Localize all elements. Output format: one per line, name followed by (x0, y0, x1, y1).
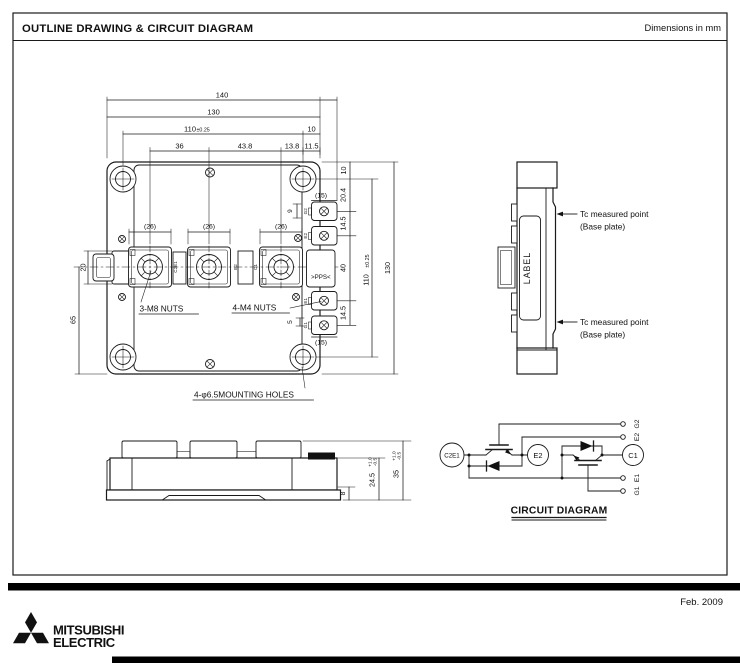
circuit-diagram-heading: CIRCUIT DIAGRAM (510, 505, 608, 517)
dim-body-width: 130 (207, 107, 220, 117)
pin-e1 (621, 476, 626, 481)
dim-body-height: 130 (383, 262, 392, 274)
dim-hole-pitch-v-tol: ±0.25 (364, 254, 371, 268)
brand-name-top: MITSUBISHI (53, 622, 125, 638)
dim-terminal-width-3: (26) (274, 223, 288, 231)
pin-g1 (621, 489, 626, 494)
dim-mid-tol-plus: +1.0 (368, 457, 374, 467)
pin-e2 (621, 435, 626, 440)
dim-ctrl-width-top: (15) (314, 192, 328, 200)
dim-hole-pitch-v: 110 (361, 274, 371, 286)
circuit-pin-g2: G2 (634, 419, 641, 429)
dim-right-d3: 40 (338, 264, 348, 272)
tc-note-top-line1: Tc measured point (580, 209, 649, 219)
brand-name-bottom: ELECTRIC (53, 635, 115, 650)
dim-lower-height: 65 (68, 316, 78, 324)
circuit-terminal-c1: C1 (628, 451, 638, 460)
tc-note-bottom-line1: Tc measured point (580, 317, 649, 327)
front-view-drawing (107, 441, 412, 500)
label-m8-nuts: 3-M8 NUTS (139, 303, 184, 314)
dim-total-height: 35 (391, 470, 401, 478)
label-mounting-holes: 4-φ6.5MOUNTING HOLES (194, 389, 294, 400)
footer-bar (8, 583, 740, 591)
dim-ctrl-top: 9 (287, 209, 294, 213)
terminal-label-c2e1: C2E1 (173, 261, 178, 273)
dim-right-d1: 20.4 (338, 188, 348, 202)
dim-mid-tol-minus: -0.5 (373, 457, 379, 467)
label-sticker-text: LABEL (522, 251, 532, 285)
tc-note-top-line2: (Base plate) (580, 221, 626, 232)
dim-total-tol-plus: +1.0 (392, 451, 398, 461)
dim-hole-pitch-h: 110 (184, 124, 196, 134)
dim-mid-height: 24.5 (367, 473, 377, 487)
terminal-label-g2: G2 (303, 208, 308, 215)
pps-marking: >PPS< (310, 274, 331, 281)
dim-edge-to-hole: 10 (307, 124, 316, 134)
dim-right-d4: 14.5 (338, 306, 348, 320)
dim-seg1: 36 (175, 141, 184, 151)
tc-note-bottom-line2: (Base plate) (580, 329, 626, 340)
dim-terminal-width-2: (26) (202, 223, 216, 231)
dim-total-tol-minus: -0.5 (397, 451, 403, 461)
units-note: Dimensions in mm (644, 23, 721, 33)
diode1-icon (581, 441, 593, 451)
dim-base-height: 8 (340, 491, 347, 496)
dim-seg4: 11.5 (304, 141, 319, 151)
page-title: OUTLINE DRAWING & CIRCUIT DIAGRAM (22, 23, 254, 35)
circuit-terminal-e2: E2 (533, 451, 543, 460)
footer-date: Feb. 2009 (680, 597, 723, 608)
baseplate-profile (107, 490, 341, 500)
circuit-pin-e2: E2 (634, 432, 641, 442)
dim-seg2: 43.8 (237, 141, 253, 151)
pin-g2 (621, 422, 626, 427)
arrow-icon (557, 320, 564, 325)
diode2-icon (488, 461, 500, 471)
circuit-pin-e1: E1 (634, 473, 641, 483)
dim-hole-pitch-h-tol: ±0.25 (196, 127, 210, 134)
circuit-diagram (440, 419, 644, 520)
right-terminal-shade (308, 453, 335, 460)
circuit-terminal-c2e1: C2E1 (444, 452, 460, 460)
logo-diamond-left (13, 633, 31, 643)
label-m4-nuts: 4-M4 NUTS (232, 302, 277, 313)
dim-overall-width: 140 (215, 90, 229, 100)
arrow-icon (557, 212, 564, 217)
baseplate-edge (553, 188, 556, 348)
terminal-label-g1: G1 (303, 322, 308, 329)
dim-tab-height: 20 (78, 263, 88, 272)
dim-ctrl-width-bottom: (15) (314, 339, 328, 347)
logo-diamond-right (31, 633, 49, 643)
terminal-label-e2: E2 (233, 264, 238, 270)
terminal-label-c1: C1 (253, 264, 258, 270)
mitsubishi-logo (13, 612, 124, 650)
dim-right-d2: 14.5 (338, 216, 348, 231)
circuit-pin-g1: G1 (634, 486, 641, 496)
terminal-label-e2s: E2 (303, 232, 308, 239)
logo-diamond-top (25, 612, 37, 633)
dim-terminal-width-1: (26) (143, 223, 157, 231)
terminal-label-e1: E1 (303, 297, 308, 304)
dim-right-top: 10 (339, 166, 348, 175)
dim-seg3: 13.8 (284, 141, 300, 151)
pps-marking-box (307, 250, 336, 287)
bottom-bar (112, 657, 740, 663)
side-view-drawing (498, 162, 649, 374)
dim-ctrl-bottom: 5 (287, 320, 294, 324)
